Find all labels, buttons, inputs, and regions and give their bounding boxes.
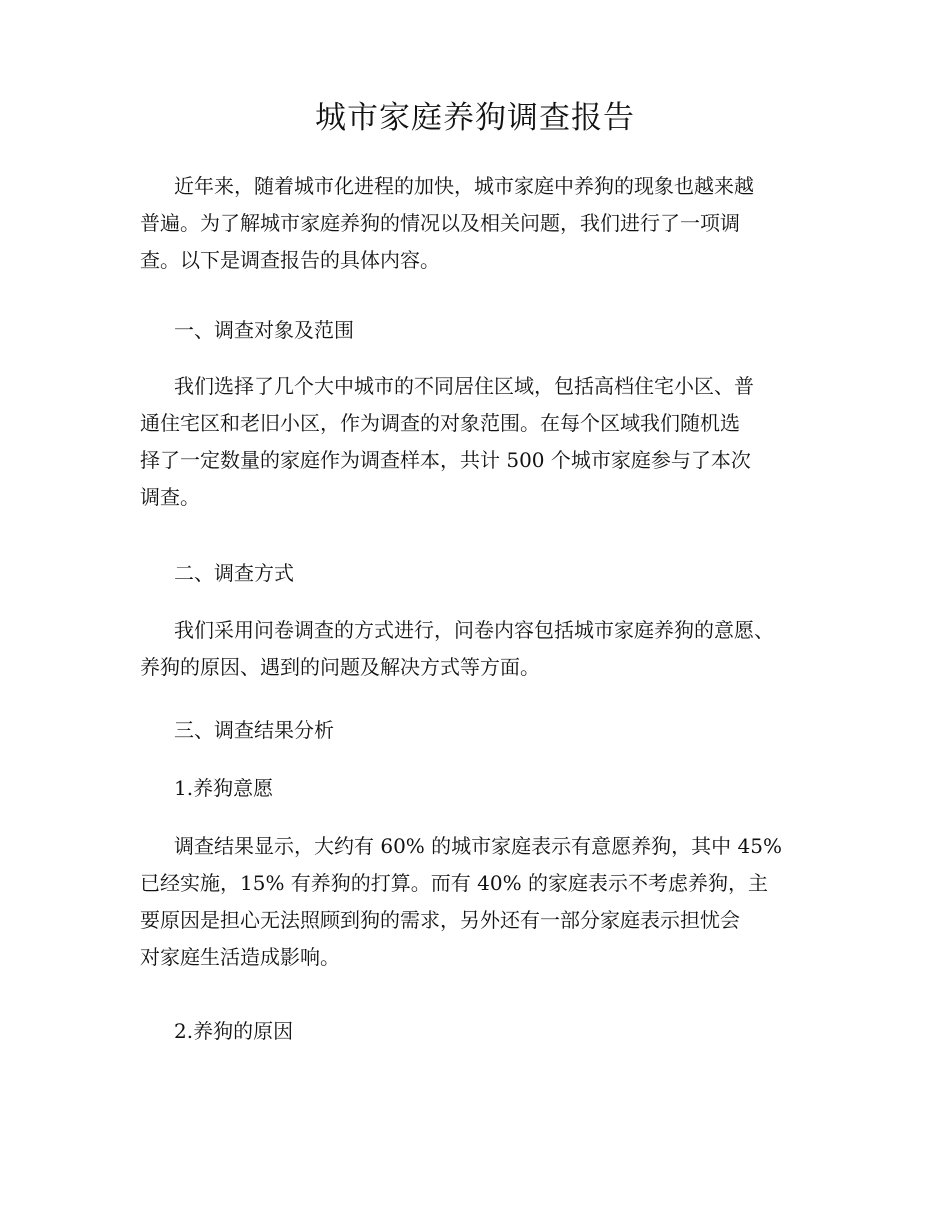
section-heading: 二、调查方式 (174, 561, 294, 585)
paragraph-line: 对家庭生活造成影响。 (140, 945, 340, 969)
paragraph-line: 普遍。为了解城市家庭养狗的情况以及相关问题，我们进行了一项调 (140, 211, 740, 235)
paragraph-line: 调查结果显示，大约有 60% 的城市家庭表示有意愿养狗，其中 45% (174, 834, 782, 858)
paragraph-line: 养狗的原因、遇到的问题及解决方式等方面。 (140, 655, 540, 679)
section-heading-1 (140, 312, 820, 349)
subsection-heading: 2.养狗的原因 (174, 1019, 294, 1043)
intro-paragraph (140, 168, 820, 279)
subsection-heading-2 (140, 1013, 820, 1050)
paragraph-line: 要原因是担心无法照顾到狗的需求，另外还有一部分家庭表示担忧会 (140, 908, 740, 932)
paragraph-line: 我们选择了几个大中城市的不同居住区域，包括高档住宅小区、普 (174, 374, 754, 398)
section1-paragraph (140, 368, 820, 516)
section-heading: 三、调查结果分析 (174, 718, 334, 742)
paragraph-line: 调查。 (140, 485, 200, 509)
paragraph-line: 通住宅区和老旧小区，作为调查的对象范围。在每个区域我们随机选 (140, 411, 740, 435)
section-heading-2 (140, 555, 820, 592)
subsection-heading: 1.养狗意愿 (174, 776, 274, 800)
paragraph-line: 查。以下是调查报告的具体内容。 (140, 248, 440, 272)
subsection-heading-1 (140, 770, 820, 807)
paragraph-line: 已经实施，15% 有养狗的打算。而有 40% 的家庭表示不考虑养狗，主 (140, 871, 768, 895)
section-heading: 一、调查对象及范围 (174, 318, 354, 342)
subsection1-paragraph (140, 828, 820, 976)
paragraph-line: 择了一定数量的家庭作为调查样本，共计 500 个城市家庭参与了本次 (140, 448, 751, 472)
document-title: 城市家庭养狗调查报告 (315, 100, 635, 136)
paragraph-line: 近年来，随着城市化进程的加快，城市家庭中养狗的现象也越来越 (174, 174, 754, 198)
section2-paragraph (140, 612, 820, 686)
section-heading-3 (140, 712, 820, 749)
paragraph-line: 我们采用问卷调查的方式进行，问卷内容包括城市家庭养狗的意愿、 (174, 618, 774, 642)
